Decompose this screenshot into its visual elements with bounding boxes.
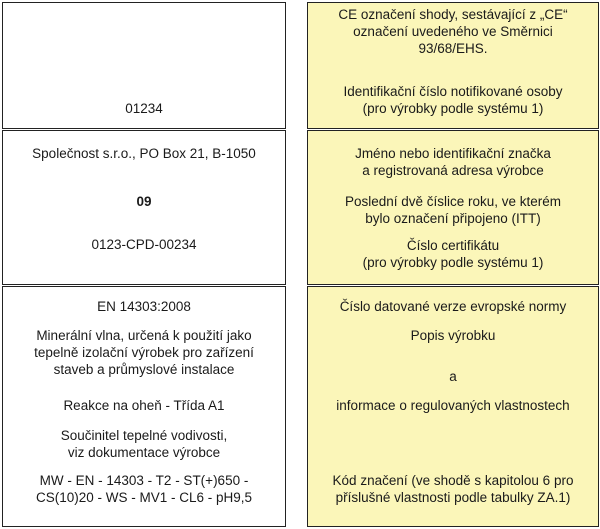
conductivity-line-1: Součinitel tepelné vodivosti, xyxy=(60,428,228,443)
conductivity-line-2: viz dokumentace výrobce xyxy=(67,445,221,460)
cert-line-1: Číslo certifikátu xyxy=(406,238,500,253)
year-digits: 09 xyxy=(136,194,152,209)
year-line-2: bylo označení připojeno (ITT) xyxy=(365,211,541,226)
manufacturer-description-cell xyxy=(307,130,599,285)
product-description-line-1: Minerální vlna, určená k použití jako xyxy=(36,328,252,343)
certificate-number: 0123-CPD-00234 xyxy=(91,237,197,252)
standard-number: EN 14303:2008 xyxy=(97,299,191,314)
manufacturer-address: Společnost s.r.o., PO Box 21, B-1050 xyxy=(32,146,256,161)
product-description-line-2: tepelně izolační výrobek pro zařízení xyxy=(34,345,254,360)
manufacturer-cell xyxy=(2,130,286,285)
description-label: Popis výrobku xyxy=(410,328,496,343)
notified-body-number: 01234 xyxy=(125,101,163,116)
name-line-1: Jméno nebo identifikační značka xyxy=(355,146,551,161)
ce-mark-description-cell xyxy=(307,2,599,129)
designation-code-line-1: MW - EN - 14303 - T2 - ST(+)650 - xyxy=(39,473,249,488)
product-description-cell xyxy=(307,286,599,527)
product-description-line-3: staveb a průmyslové instalace xyxy=(53,362,235,377)
year-line-1: Poslední dvě číslice roku, ve kterém xyxy=(344,194,562,209)
ce-line-3: 93/68/EHS. xyxy=(418,41,488,56)
designation-code-line-2: CS(10)20 - WS - MV1 - CL6 - pH9,5 xyxy=(35,490,253,505)
notified-body-line-2: (pro výrobky podle systému 1) xyxy=(362,101,544,116)
info-label: informace o regulovaných vlastnostech xyxy=(336,398,570,413)
code-label-line-2: příslušné vlastnosti podle tabulky ZA.1) xyxy=(335,490,571,505)
product-cell xyxy=(2,286,286,527)
and-label: a xyxy=(449,369,457,384)
fire-reaction: Reakce na oheň - Třída A1 xyxy=(63,398,225,413)
notified-body-line-1: Identifikační číslo notifikované osoby xyxy=(343,84,563,99)
ce-line-1: CE označení shody, sestávající z „CE“ xyxy=(338,7,568,22)
name-line-2: a registrovaná adresa výrobce xyxy=(362,163,544,178)
cert-line-2: (pro výrobky podle systému 1) xyxy=(362,255,544,270)
code-label-line-1: Kód značení (ve shodě s kapitolou 6 pro xyxy=(332,473,574,488)
standard-label: Číslo datované verze evropské normy xyxy=(339,299,567,314)
ce-line-2: označení uvedeného ve Směrnici xyxy=(353,24,553,39)
ce-mark-cell xyxy=(2,2,286,129)
